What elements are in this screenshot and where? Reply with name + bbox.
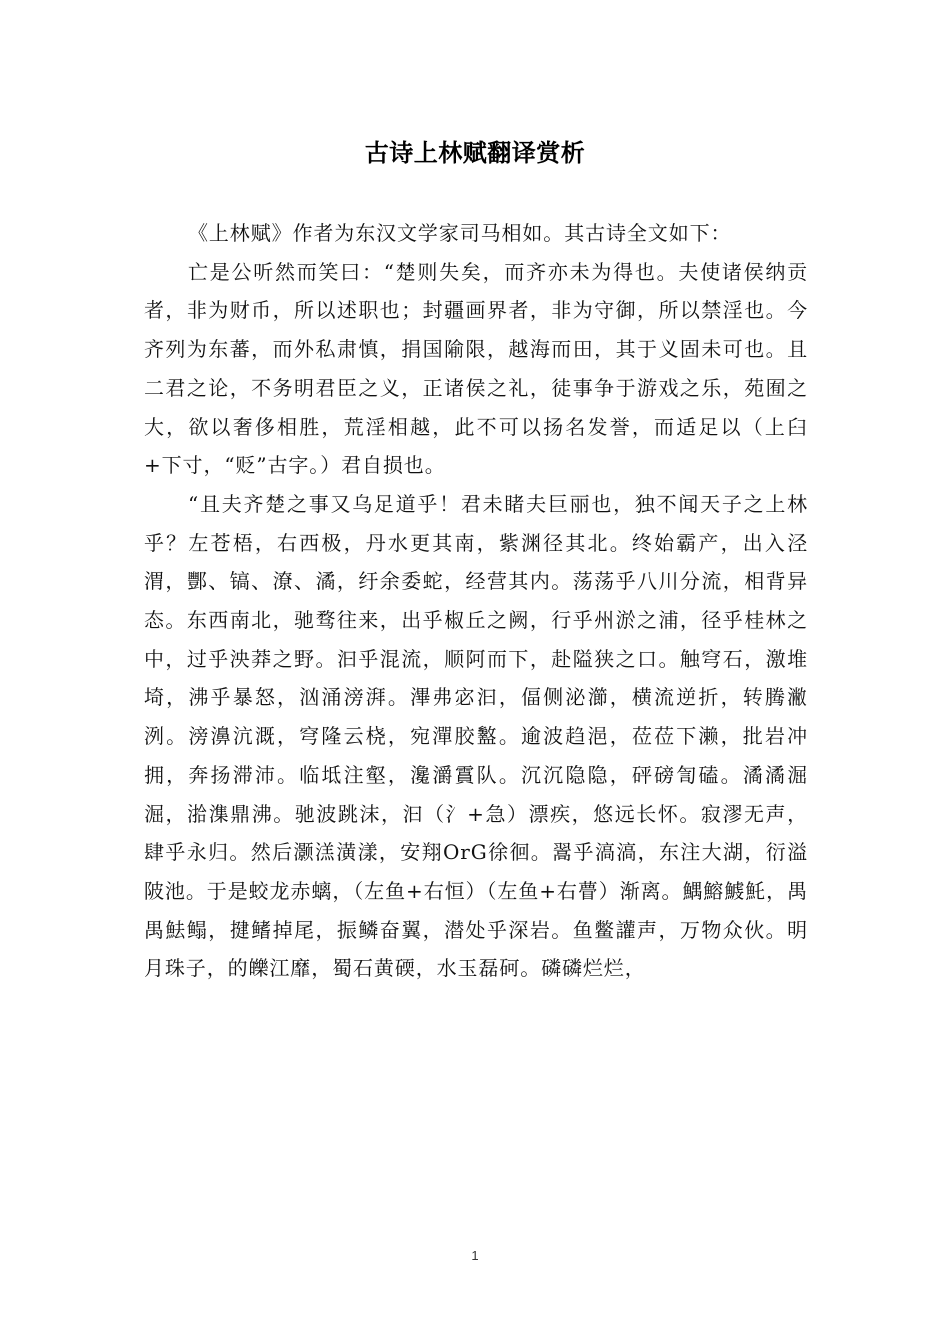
page-number: 1 xyxy=(471,1248,479,1263)
paragraph-2: “且夫齐楚之事又乌足道乎！君未睹夫巨丽也，独不闻天子之上林乎？左苍梧，右西极，丹水更其南，紫渊径其北。终始霸产，出入泾渭，酆、镐、潦、潏，纡余委蛇，经营其内。荡荡乎八川分流，相背异态。东西南北，驰骛往来，出乎椒丘之阙，行乎州淤之浦，径乎桂林之中，过乎泱莽之野。汩乎混流，顺阿而下，赴隘狭之口。触穹石，激堆埼，沸乎暴怒，汹涌滂湃。滭弗宓汩，偪侧泌瀄，横流逆折，转腾潎洌。滂濞沆溉，穹隆云桡，宛潬胶盭。逾波趋浥，莅莅下濑，批岩冲拥，奔扬滞沛。临坻注壑，瀺灂霣队。沉沉隐隐，砰磅訇磕。潏潏淈淈，湁潗鼎沸。驰波跳沫，汩（氵+急）漂疾，悠远长怀。寂漻无声，肆乎永归。然后灏溔潢漾，安翔OrG徐徊。翯乎滈滈，东注大湖，衍溢陂池。于是蛟龙赤螭，（左鱼+右恒）（左鱼+右瞢）渐离。鰅鰫鰬魠，禺禺魼鳎，揵鳍掉尾，振鳞奋翼，潜处乎深岩。鱼鳖讙声，万物众伙。明月珠子，的皪江靡，蜀石黄碝，水玉磊砢。磷磷烂烂， xyxy=(144,491,808,981)
page-title: 古诗上林赋翻译赏析 xyxy=(364,139,586,167)
document-body xyxy=(144,214,808,988)
paragraph-intro: 《上林赋》作者为东汉文学家司马相如。其古诗全文如下： xyxy=(188,221,732,245)
paragraph-1: 亡是公听然而笑曰：“楚则失矣，而齐亦未为得也。夫使诸侯纳贡者，非为财币，所以述职也；封疆画界者，非为守御，所以禁淫也。今齐列为东蕃，而外私肃慎，捐国隃限，越海而田，其于义固未可也。且二君之论，不务明君臣之义，正诸侯之礼，徒事争于游戏之乐，苑囿之大，欲以奢侈相胜，荒淫相越，此不可以扬名发誉，而适足以（上臼+下寸，“贬”古字。）君自损也。 xyxy=(144,259,808,478)
